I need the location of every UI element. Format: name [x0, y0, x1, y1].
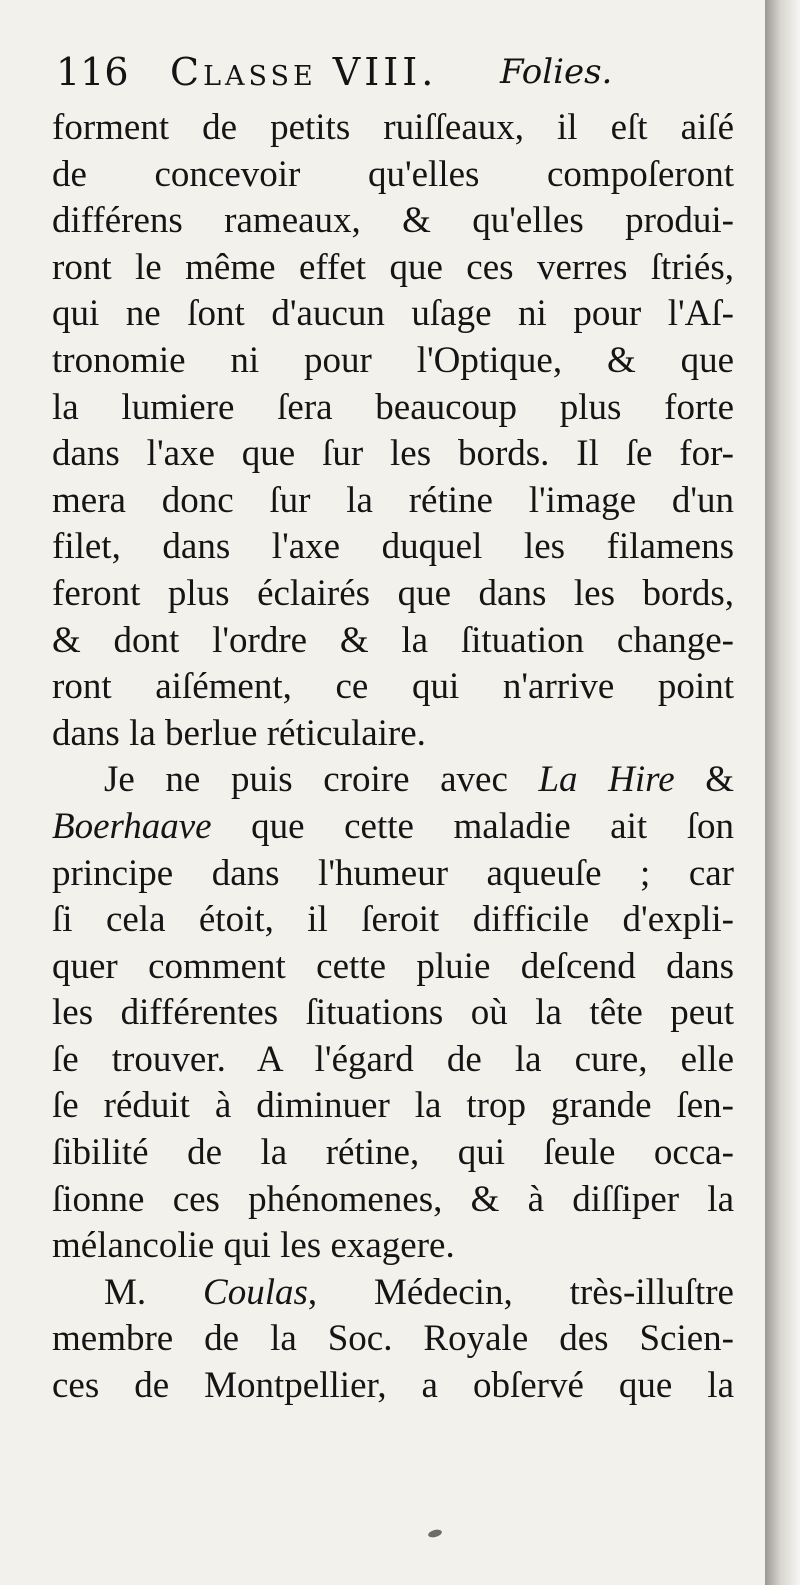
- page-number: 116: [56, 50, 129, 94]
- text-line: tronomie ni pour l'Optique, & que: [52, 339, 734, 381]
- text-line: ſi cela étoit, il ſeroit difficile d'expli-: [52, 899, 734, 941]
- text-line: dans la berlue réticulaire.: [52, 712, 426, 754]
- text-line: & dont l'ordre & la ſituation change-: [52, 619, 734, 661]
- text-line: mera donc ſur la rétine l'image d'un: [52, 479, 734, 521]
- text-segment: que cette maladie ait ſon: [211, 805, 734, 847]
- italic-name: La Hire: [538, 759, 675, 801]
- text-line: ront le même effet que ces verres ſtriés,: [52, 246, 734, 288]
- text-line: feront plus éclairés que dans les bords,: [52, 572, 734, 614]
- section-title: Folies.: [500, 52, 613, 92]
- italic-name: Coulas: [203, 1271, 308, 1313]
- text-line: les différentes ſituations où la tête peut: [52, 992, 734, 1034]
- text-segment: Je ne puis croire avec: [104, 759, 539, 801]
- text-line: filet, dans l'axe duquel les filamens: [52, 526, 734, 568]
- text-line: la lumiere ſera beaucoup plus forte: [52, 386, 734, 428]
- text-line: ſe réduit à diminuer la trop grande ſen-: [52, 1085, 734, 1127]
- italic-name: Boerhaave: [52, 805, 212, 847]
- text-segment: , Médecin, très-illuſtre: [307, 1271, 734, 1313]
- text-line: ront aiſément, ce qui n'arrive point: [52, 666, 734, 708]
- text-line: principe dans l'humeur aqueuſe ; car: [52, 852, 734, 894]
- text-line: différens rameaux, & qu'elles produi-: [52, 200, 734, 242]
- text-line: ſibilité de la rétine, qui ſeule occa-: [52, 1132, 734, 1174]
- class-title: Classe VIII.: [170, 50, 438, 94]
- text-line: forment de petits ruiſſeaux, il eſt aiſé: [52, 107, 734, 148]
- page-edge-shadow: [765, 0, 800, 1585]
- text-line-paragraph-start: [52, 757, 734, 804]
- text-line: ſe trouver. A l'égard de la cure, elle: [52, 1038, 734, 1080]
- text-line: dans l'axe que ſur les bords. Il ſe for-: [52, 433, 734, 475]
- text-line: mélancolie qui les exagere.: [52, 1225, 455, 1267]
- text-segment: M.: [104, 1271, 204, 1313]
- text-line: ſionne ces phénomenes, & à diſſiper la: [52, 1178, 734, 1220]
- text-line: ces de Montpellier, a obſervé que la: [52, 1365, 734, 1407]
- text-line: de concevoir qu'elles compoſeront: [52, 153, 734, 195]
- text-segment: &: [674, 759, 735, 801]
- running-head: [50, 50, 740, 100]
- text-line: qui ne ſont d'aucun uſage ni pour l'Aſ-: [52, 293, 734, 335]
- text-line: quer comment cette pluie deſcend dans: [52, 945, 734, 987]
- text-line: [52, 804, 734, 851]
- body-text: [52, 105, 734, 1410]
- text-line-paragraph-start: [52, 1270, 734, 1317]
- text-line: membre de la Soc. Royale des Scien-: [52, 1318, 734, 1360]
- ink-blot-mark: [427, 1528, 442, 1538]
